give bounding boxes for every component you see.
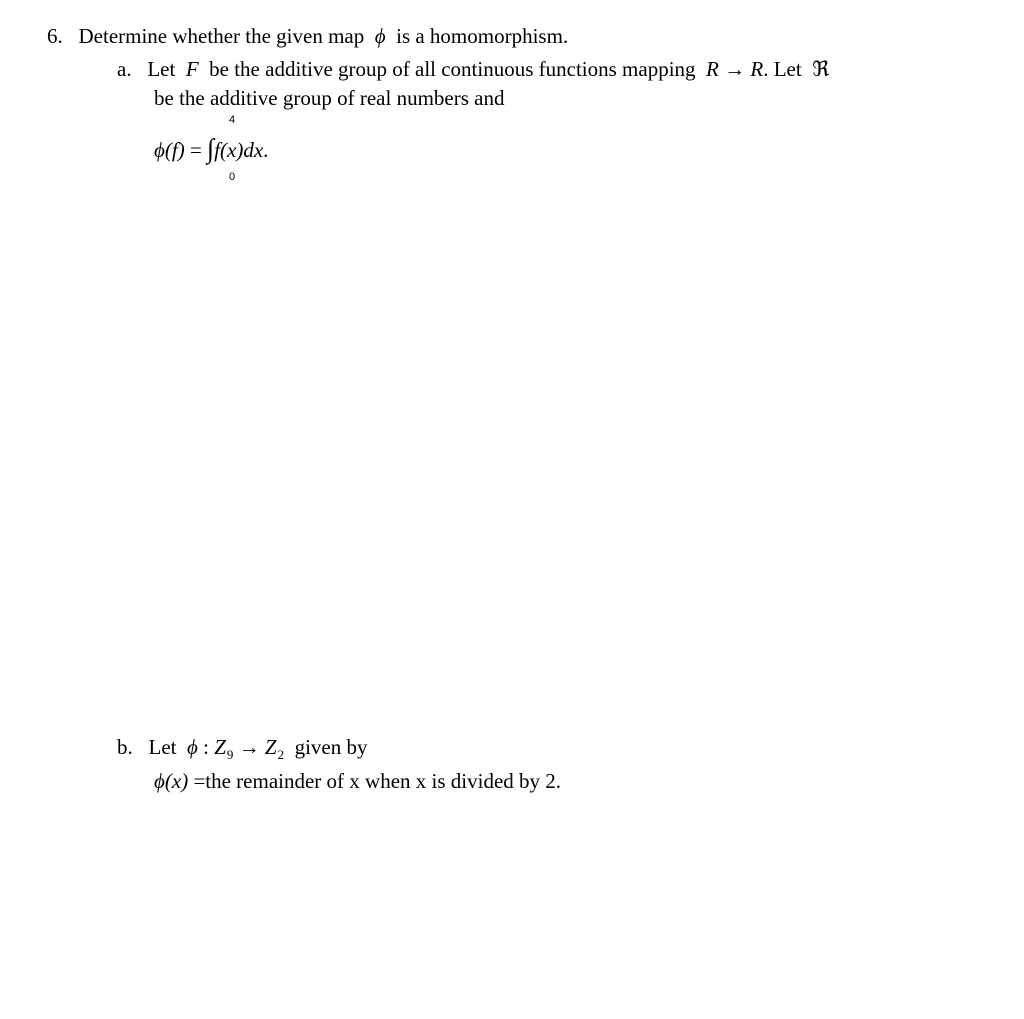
integral-sign: ∫ xyxy=(207,133,215,164)
formula-end: . xyxy=(263,138,269,162)
given-by: given by xyxy=(294,735,368,759)
set-R-1: R xyxy=(706,57,719,81)
set-F: F xyxy=(185,57,199,81)
part-a-label: a. xyxy=(117,57,132,81)
phi-symbol: ϕ xyxy=(374,24,386,48)
part-a-line-2 xyxy=(154,88,504,109)
part-a-line-1 xyxy=(117,59,829,80)
problem-number: 6. xyxy=(47,24,63,48)
Z2-base: Z xyxy=(264,735,277,759)
set-R-2: R xyxy=(750,57,764,81)
part-a-let: Let xyxy=(147,57,176,81)
arrow-b: → xyxy=(238,735,260,759)
def-arg: (x) xyxy=(164,769,189,793)
integral-formula xyxy=(154,133,269,186)
formula-equals: = xyxy=(189,138,202,162)
integrand: f(x)dx xyxy=(214,138,264,162)
Z9-subscript: 9 xyxy=(226,747,234,762)
integral-lower-limit: 0 xyxy=(229,171,236,183)
part-b-label: b. xyxy=(117,735,133,759)
arrow-a: → xyxy=(724,57,746,81)
Z2-subscript: 2 xyxy=(277,747,285,762)
fraktur-R: ℜ xyxy=(812,57,830,81)
part-a-text-1: be the additive group of all continuous functions mapping xyxy=(209,57,696,81)
part-a-text-2: be the additive group of real numbers and xyxy=(154,86,505,110)
problem-intro-end: is a homomorphism. xyxy=(396,24,569,48)
part-b-line-2 xyxy=(154,771,561,792)
Z9-base: Z xyxy=(214,735,226,759)
part-b-let: Let xyxy=(148,735,177,759)
def-phi: ϕ xyxy=(154,769,165,793)
integral-upper-limit: 4 xyxy=(229,114,236,126)
part-b-phi: ϕ xyxy=(186,735,198,759)
part-a-period-let: . Let xyxy=(763,57,802,81)
part-b-colon: : xyxy=(203,735,209,759)
formula-arg: (f) xyxy=(164,138,185,162)
def-text: =the remainder of x when x is divided by 2. xyxy=(193,769,562,793)
part-b-line-1 xyxy=(117,735,368,762)
formula-phi: ϕ xyxy=(154,138,165,162)
problem-heading xyxy=(47,26,568,47)
problem-intro: Determine whether the given map xyxy=(78,24,365,48)
